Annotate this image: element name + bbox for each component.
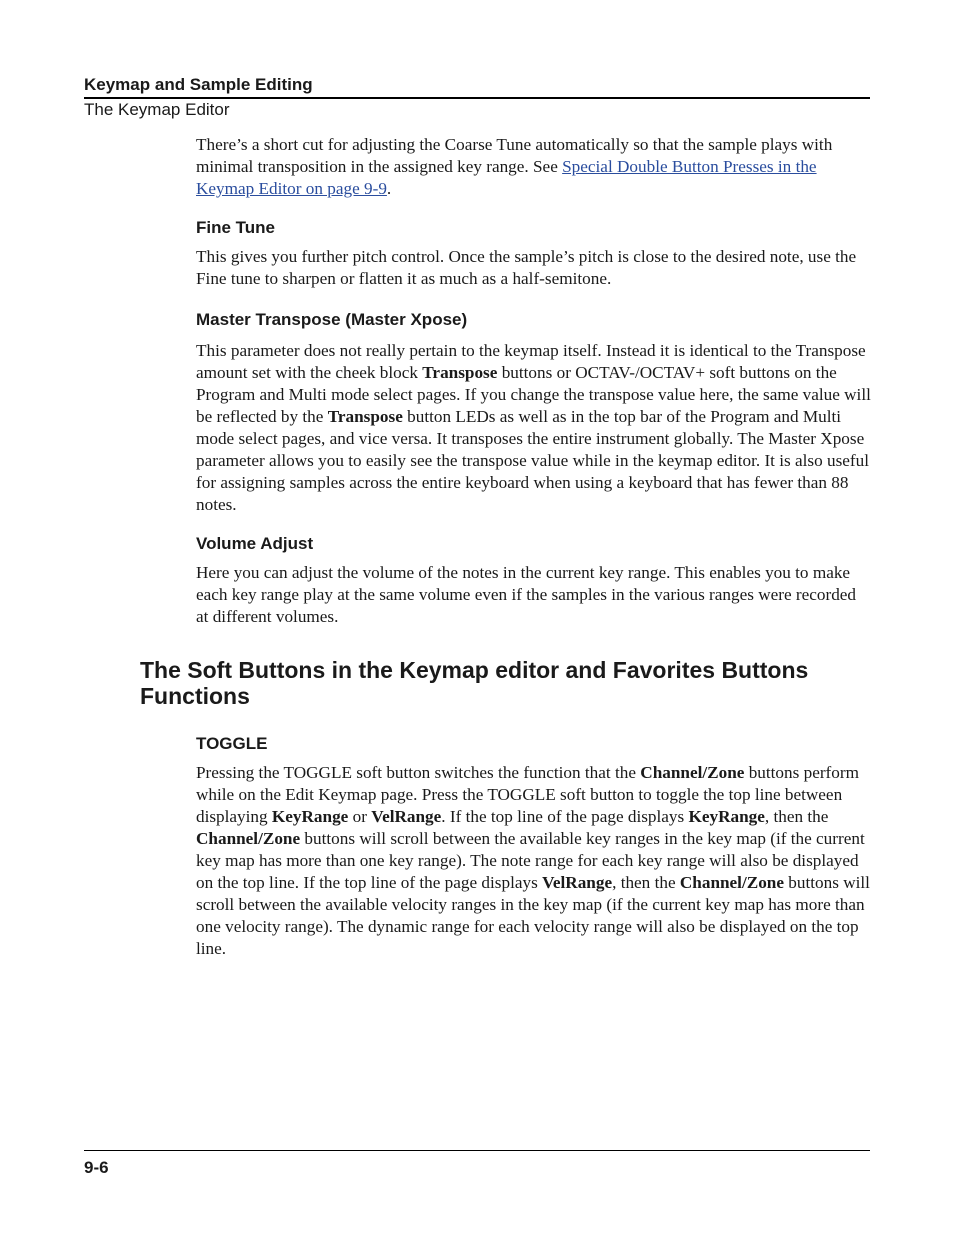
mt-bold-2: Transpose xyxy=(327,407,403,426)
upper-content xyxy=(196,134,872,628)
tg-text-4: . If the top line of the page displays xyxy=(441,807,689,826)
mt-bold-1: Transpose xyxy=(422,363,498,382)
tg-bold-3: VelRange xyxy=(371,807,442,826)
section-running-head: The Keymap Editor xyxy=(84,100,230,119)
chapter-title: Keymap and Sample Editing xyxy=(84,75,313,94)
tg-text-6: buttons will scroll between the available key ranges in the key map (if the current key map has more than one key range). The note range for each key range will also be displayed on the top line. If the top line of the page displays xyxy=(196,829,865,892)
intro-paragraph xyxy=(196,134,872,200)
tg-text-7: , then the xyxy=(612,873,680,892)
master-transpose-heading: Master Transpose (Master Xpose) xyxy=(196,310,468,329)
mt-text-2: buttons or OCTAV-/OCTAV+ soft buttons on the Program and Multi mode select pages. If you change the transpose value here, the same value will be reflected by the xyxy=(196,363,871,426)
cross-reference-link[interactable]: Special Double Button Presses in the Keymap Editor on page 9-9 xyxy=(196,157,817,198)
footer-rule xyxy=(84,1150,870,1151)
tg-text-2: buttons perform while on the Edit Keymap page. Press the TOGGLE soft button to toggle the top line between displaying xyxy=(196,763,859,826)
header-rule xyxy=(84,97,870,99)
toggle-body xyxy=(196,762,872,960)
master-transpose-body xyxy=(196,340,872,516)
mt-text-3: button LEDs as well as in the top bar of the Program and Multi mode select pages, and vice versa. It transposes the entire instrument globally. The Master Xpose parameter allows you to easily see the transpose value while in the keymap editor. It is also useful for assigning samples across the entire keyboard when using a keyboard that has fewer than 88 notes. xyxy=(196,407,869,514)
tg-bold-2: KeyRange xyxy=(271,807,349,826)
tg-text-1: Pressing the TOGGLE soft button switches the function that the xyxy=(196,763,641,782)
tg-bold-5: Channel/Zone xyxy=(196,829,301,848)
mt-text-1: This parameter does not really pertain to the keymap itself. Instead it is identical to the Transpose amount set with the cheek block xyxy=(196,341,866,382)
toggle-heading: TOGGLE xyxy=(196,734,268,753)
section-title: The Soft Buttons in the Keymap editor and Favorites Buttons Functions xyxy=(140,657,809,709)
fine-tune-heading: Fine Tune xyxy=(196,218,276,237)
tg-text-3: or xyxy=(348,807,372,826)
tg-bold-6: VelRange xyxy=(542,873,613,892)
intro-text: There’s a short cut for adjusting the Coarse Tune automatically so that the sample plays with minimal transposition in the assigned key range. See xyxy=(196,135,833,176)
tg-bold-7: Channel/Zone xyxy=(679,873,784,892)
tg-bold-1: Channel/Zone xyxy=(640,763,745,782)
intro-end: . xyxy=(386,179,392,198)
lower-content xyxy=(196,733,872,960)
fine-tune-body: This gives you further pitch control. Once the sample’s pitch is close to the desired note, use the Fine tune to sharpen or flatten it as much as a half-semitone. xyxy=(196,247,857,288)
page-number: 9-6 xyxy=(84,1158,109,1177)
tg-text-5: , then the xyxy=(764,807,829,826)
tg-bold-4: KeyRange xyxy=(688,807,765,826)
volume-adjust-heading: Volume Adjust xyxy=(196,534,314,553)
volume-adjust-body: Here you can adjust the volume of the notes in the current key range. This enables you to make each key range play at the same volume even if the samples in the various ranges were recorded at different volumes. xyxy=(196,563,857,626)
tg-text-8: buttons will scroll between the available velocity ranges in the key map (if the current key map has more than one velocity range). The dynamic range for each velocity range will also be displayed on the top line. xyxy=(196,873,870,958)
